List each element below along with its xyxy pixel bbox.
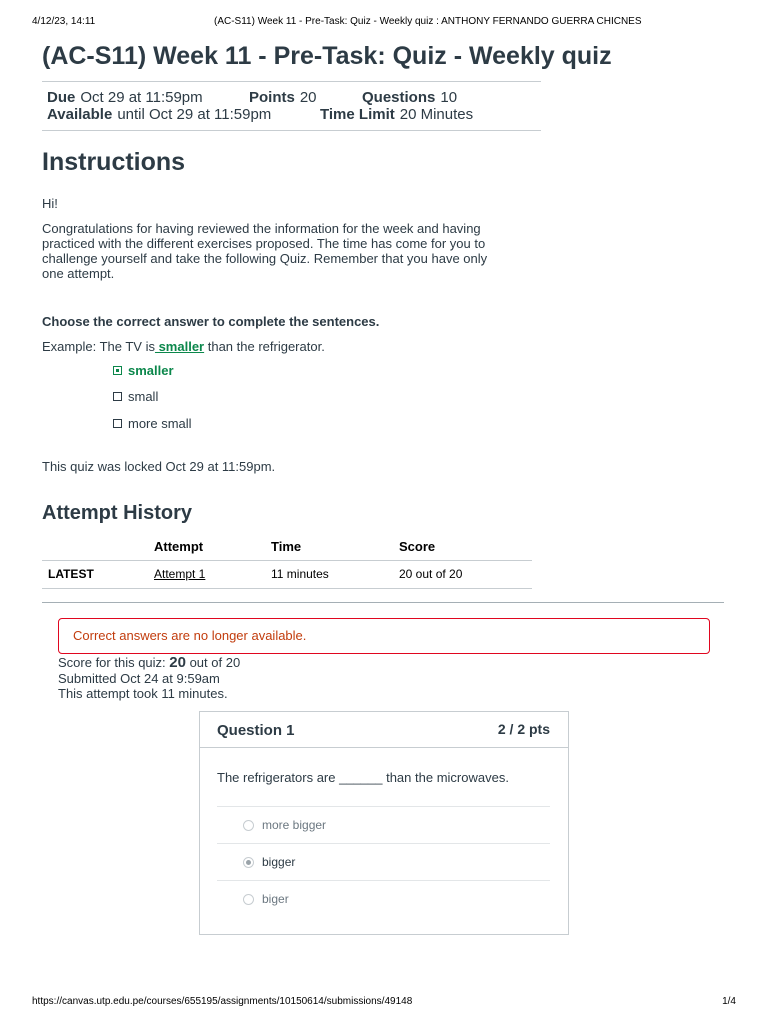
- instructions-line: challenge yourself and take the following Quiz. Remember that you have only: [42, 251, 488, 266]
- available-value: until Oct 29 at 11:59pm: [117, 106, 272, 123]
- time-limit-label: Time Limit: [320, 106, 395, 123]
- quiz-score: [58, 655, 240, 670]
- time-limit-value: 20 Minutes: [399, 106, 474, 123]
- example-answer: smaller: [154, 339, 205, 354]
- submitted-time: Submitted Oct 24 at 9:59am: [58, 671, 220, 686]
- questions-label: Questions: [362, 89, 436, 106]
- attempt-cell: [154, 561, 271, 589]
- time-cell: 11 minutes: [271, 561, 399, 589]
- radio-icon: [243, 894, 254, 905]
- column-header-attempt: Attempt: [154, 536, 271, 561]
- option-label: more small: [128, 416, 192, 431]
- quiz-title: (AC-S11) Week 11 - Pre-Task: Quiz - Weekly quiz: [42, 42, 612, 70]
- answer-option-more-bigger: [217, 806, 550, 843]
- meta-divider: [42, 130, 541, 131]
- questions-info: [362, 89, 457, 106]
- available-info: [47, 106, 271, 123]
- print-url: https://canvas.utp.edu.pe/courses/655195/assignments/10150614/submissions/49148: [32, 996, 413, 1007]
- example-option-more-small: [113, 416, 192, 431]
- attempt-1-link[interactable]: Attempt 1: [154, 567, 206, 581]
- due-info: [47, 89, 203, 106]
- question-1-card: [199, 711, 569, 935]
- due-label: Due: [47, 89, 76, 106]
- table-row: [42, 561, 532, 589]
- instructions-heading: Instructions: [42, 148, 186, 176]
- option-label: smaller: [128, 363, 174, 378]
- score-value: 20: [169, 654, 186, 671]
- question-points: 2 / 2 pts: [497, 721, 550, 737]
- column-header: [42, 536, 154, 561]
- attempt-history-heading: Attempt History: [42, 502, 193, 524]
- points-info: [249, 89, 317, 106]
- title-divider: [42, 81, 541, 82]
- checked-box-icon: [113, 366, 122, 375]
- instructions-body: [42, 221, 542, 281]
- locked-notice: This quiz was locked Oct 29 at 11:59pm.: [42, 459, 276, 474]
- points-value: 20: [299, 89, 317, 106]
- score-prefix: Score for this quiz:: [58, 655, 170, 670]
- latest-label: LATEST: [42, 561, 154, 589]
- score-cell: 20 out of 20: [399, 561, 532, 589]
- example-option-small: [113, 389, 158, 404]
- answer-label: biger: [262, 892, 289, 906]
- question-title: Question 1: [217, 722, 295, 739]
- answer-option-bigger: [217, 843, 550, 880]
- print-page-number: 1/4: [722, 996, 736, 1007]
- radio-icon: [243, 820, 254, 831]
- example-suffix: than the refrigerator.: [204, 339, 325, 354]
- radio-selected-icon: [243, 857, 254, 868]
- questions-value: 10: [440, 89, 458, 106]
- section-divider: [42, 602, 724, 603]
- print-page-title: (AC-S11) Week 11 - Pre-Task: Quiz - Weekly quiz : ANTHONY FERNANDO GUERRA CHICNES: [214, 16, 642, 27]
- attempt-duration: This attempt took 11 minutes.: [58, 686, 228, 701]
- attempt-history-table: [42, 536, 532, 589]
- answer-label: bigger: [262, 855, 296, 869]
- option-label: small: [128, 389, 159, 404]
- score-suffix: out of 20: [185, 655, 241, 670]
- example-sentence: [42, 339, 325, 354]
- greeting-text: Hi!: [42, 196, 58, 211]
- answer-option-biger: [217, 880, 550, 917]
- question-text: The refrigerators are ______ than the microwaves.: [217, 770, 509, 785]
- time-limit-info: [320, 106, 473, 123]
- example-option-smaller: [113, 363, 174, 378]
- instructions-line: Congratulations for having reviewed the information for the week and having: [42, 221, 481, 236]
- instructions-line: practiced with the different exercises proposed. The time has come for you to: [42, 236, 486, 251]
- answer-label: more bigger: [262, 818, 327, 832]
- column-header-score: Score: [399, 536, 532, 561]
- column-header-time: Time: [271, 536, 399, 561]
- example-prefix: Example: The TV is: [42, 339, 155, 354]
- question-header: [200, 712, 568, 748]
- empty-box-icon: [113, 392, 122, 401]
- empty-box-icon: [113, 419, 122, 428]
- available-label: Available: [47, 106, 113, 123]
- instructions-line: one attempt.: [42, 266, 115, 281]
- correct-answers-alert: Correct answers are no longer available.: [58, 618, 710, 654]
- print-datetime: 4/12/23, 14:11: [32, 16, 96, 27]
- directive-text: Choose the correct answer to complete the sentences.: [42, 314, 380, 329]
- table-header-row: [42, 536, 532, 561]
- points-label: Points: [249, 89, 295, 106]
- due-value: Oct 29 at 11:59pm: [80, 89, 203, 106]
